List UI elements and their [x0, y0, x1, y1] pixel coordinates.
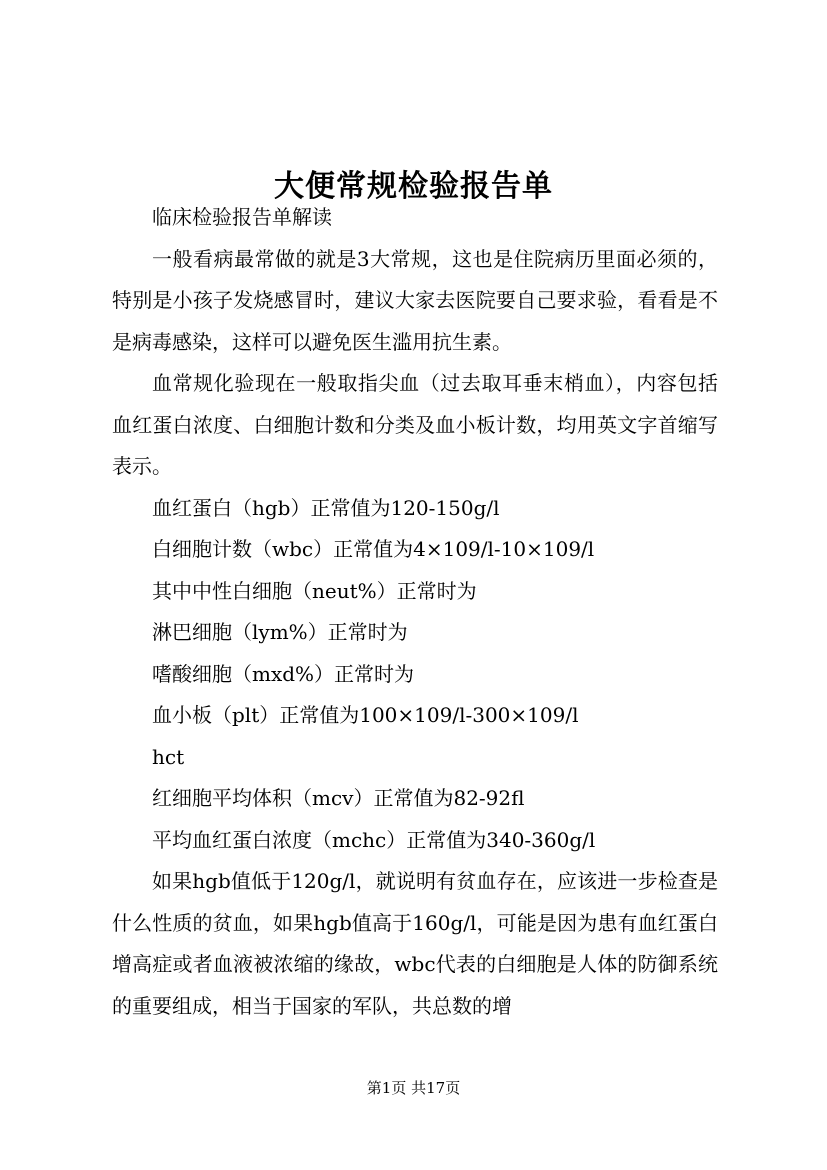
- paragraph: 血小板（plt）正常值为100×109/l-300×109/l: [152, 703, 579, 727]
- paragraph: 嗜酸细胞（mxd%）正常时为: [152, 661, 415, 686]
- paragraph: 淋巴细胞（lym%）正常时为: [152, 620, 408, 644]
- paragraph: 平均血红蛋白浓度（mchc）正常值为340-360g/l: [152, 827, 596, 852]
- paragraph: 如果hgb值低于120g/l，就说明有贫血存在，应该进一步检查是什么性质的贫血，如果hgb值高于160g/l，可能是因为患有血红蛋白增高症或者血液被浓缩的缘故，wbc代表的白细胞是人体的防御系统的重要组成，相当于国家的军队，共总数的增: [112, 869, 718, 1018]
- paragraph: 红细胞平均体积（mcv）正常值为82-92fl: [152, 786, 525, 810]
- paragraph: 一般看病最常做的就是3大常规，这也是住院病历里面必须的，特别是小孩子发烧感冒时，建议大家去医院要自己要求验，看看是不是病毒感染，这样可以避免医生滥用抗生素。: [112, 246, 718, 354]
- paragraph-heading: 临床检验报告单解读: [152, 205, 332, 229]
- paragraph: 白细胞计数（wbc）正常值为4×109/l-10×109/l: [152, 537, 595, 561]
- paragraph: 血红蛋白（hgb）正常值为120-150g/l: [152, 495, 500, 520]
- paragraph: 血常规化验现在一般取指尖血（过去取耳垂末梢血），内容包括血红蛋白浓度、白细胞计数和分类及血小板计数，均用英文字首缩写表示。: [112, 371, 718, 478]
- document-body: [112, 197, 718, 1027]
- paragraph: hct: [152, 744, 185, 769]
- document-title: 大便常规检验报告单: [274, 169, 553, 205]
- page-number-footer: 第1页 共17页: [366, 1079, 461, 1097]
- paragraph: 其中中性白细胞（neut%）正常时为: [152, 578, 477, 603]
